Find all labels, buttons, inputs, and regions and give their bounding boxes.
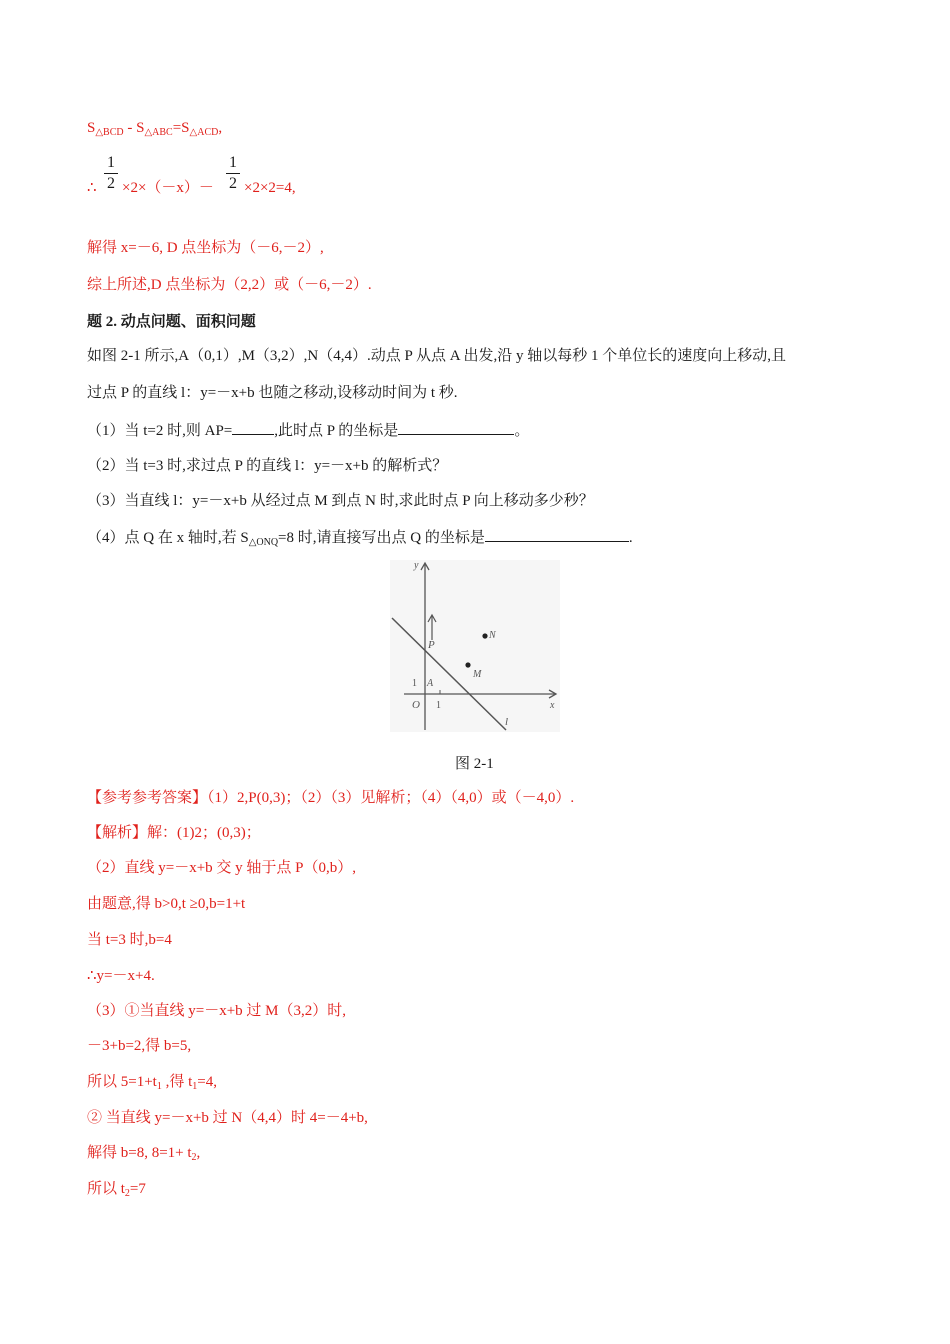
question-3: （3）当直线 l：y=－x+b 从经过点 M 到点 N 时,求此时点 P 向上移动多少秒？ — [87, 493, 594, 509]
figure-caption: 图 2-1 — [455, 756, 494, 772]
label-x-1: 1 — [436, 700, 441, 711]
figure-coordinate-plane — [390, 560, 560, 732]
solution-step-6: （3）①当直线 y=－x+b 过 M（3,2）时, — [87, 1003, 347, 1019]
solution-step-10: 解得 b=8, $8=1+ t_2$, — [87, 1145, 201, 1163]
problem-intro-1: 如图 2-1 所示,A（0,1）,M（3,2）,N（4,4）.动点 P 从点 A 出发,沿 y 轴以每秒 1 个单位长的速度向上移动,且 — [87, 348, 787, 364]
solution-step-5: ∴y=－x+4. — [87, 968, 155, 984]
equation-end: ×2×2=4, — [244, 180, 296, 196]
fraction-half-1: 1 2 — [104, 153, 118, 194]
summary-line: 综上所述,D 点坐标为（2,2）或（－6,－2）. — [87, 277, 372, 293]
solve-line: 解得 x=－6, D 点坐标为（－6,－2）, — [87, 240, 324, 256]
label-m: M — [473, 669, 482, 680]
answer-blank-ap — [232, 420, 274, 435]
point-m — [465, 662, 470, 667]
label-y-1: 1 — [412, 678, 417, 689]
solution-step-4: 当 t=3 时,b=4 — [87, 932, 172, 948]
solution-step-8: 所以 $5=1+t_1$ ,得 $t_1=4$, — [87, 1074, 217, 1092]
solution-step-11: 所以 $t_2=7$ — [87, 1181, 146, 1199]
area-equation: $S_{\triangle BCD} - S_{\triangle ABC}=S_{\triangle ACD}$, — [87, 120, 223, 138]
label-a: A — [427, 678, 434, 689]
problem-title: 题 2. 动点问题、面积问题 — [87, 314, 256, 330]
reference-answer: 【参考参考答案】（1）2,P(0,3)；（2）（3）见解析；（4）（4,0）或（－4,0）. — [87, 790, 575, 806]
solution-step-9: ② 当直线 y=－x+b 过 N（4,4）时 4=－4+b, — [87, 1110, 368, 1126]
fraction-half-2: 1 2 — [226, 153, 240, 194]
label-origin: O — [412, 699, 420, 711]
label-n: N — [489, 630, 496, 641]
answer-blank-p-coord — [398, 420, 514, 435]
equation-middle: ×2×（－x）－ — [122, 180, 214, 196]
question-1: （1）当 t=2 时,则 AP= ,此时点 P 的坐标是 。 — [87, 420, 529, 441]
label-y: y — [414, 560, 419, 571]
question-2: （2）当 t=3 时,求过点 P 的直线 l：y=－x+b 的解析式？ — [87, 458, 448, 474]
solution-heading: 【解析】解：(1)2；(0,3)； — [87, 825, 261, 841]
solution-step-3: 由题意,得 b>0,t ≥0,b=1+t — [87, 896, 246, 912]
label-x: x — [550, 700, 555, 711]
solution-step-7: －3+b=2,得 b=5, — [87, 1038, 192, 1054]
therefore-symbol: ∴ — [87, 180, 97, 196]
label-p: P — [428, 639, 435, 651]
question-4: （4）点 Q 在 x 轴时,若 $S_{\triangle ONQ}=8$ 时,请直接写出点 Q 的坐标是 . — [87, 527, 633, 550]
problem-intro-2: 过点 P 的直线 l：y=－x+b 也随之移动,设移动时间为 t 秒. — [87, 385, 458, 401]
point-n — [482, 633, 487, 638]
solution-step-2: （2）直线 y=－x+b 交 y 轴于点 P（0,b）, — [87, 860, 357, 876]
answer-blank-q-coord — [485, 527, 629, 542]
label-l: l — [505, 716, 509, 728]
coordinate-diagram — [390, 560, 560, 732]
